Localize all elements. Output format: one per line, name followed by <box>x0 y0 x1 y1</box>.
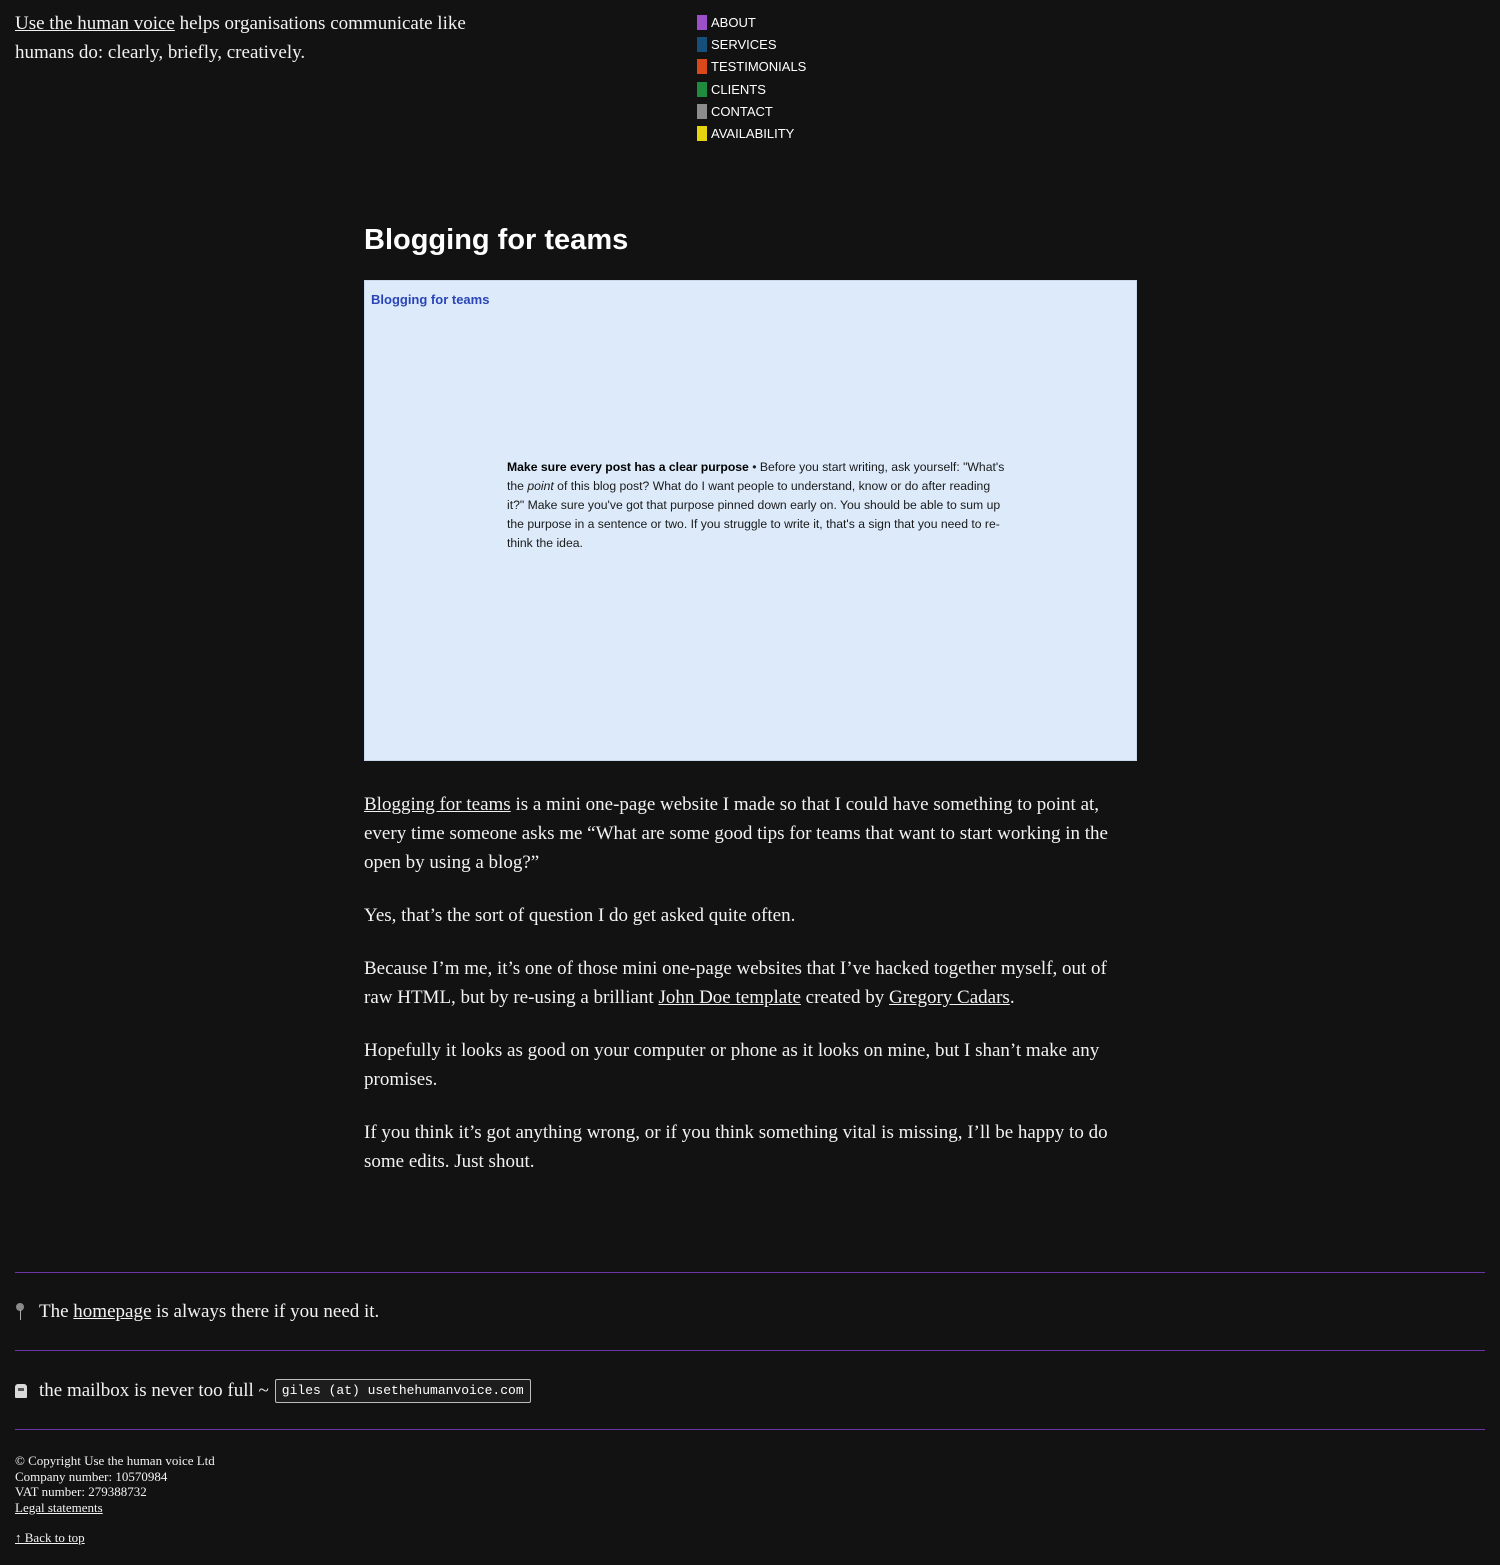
nav-link-availability[interactable]: AVAILABILITY <box>711 126 795 142</box>
john-doe-template-link[interactable]: John Doe template <box>658 987 801 1008</box>
nav-link-clients[interactable]: CLIENTS <box>711 81 766 97</box>
email-address: giles (at) usethehumanvoice.com <box>275 1379 531 1403</box>
nav-swatch <box>697 59 707 74</box>
mailbox-line <box>15 1376 531 1405</box>
paragraph-text: Because I’m me, it’s one of those mini one-page websites that I’ve hacked together myself, out of raw HTML, but by re-using a brilliant <box>364 958 1107 1008</box>
nav-item-testimonials[interactable] <box>697 56 806 78</box>
paragraph-2: Yes, that’s the sort of question I do get asked quite often. <box>364 905 796 926</box>
nav-link-testimonials[interactable]: TESTIMONIALS <box>711 59 807 75</box>
mailbox-icon <box>15 1384 27 1398</box>
divider <box>15 1272 1485 1273</box>
nav-link-services[interactable]: SERVICES <box>711 36 777 52</box>
preview-image <box>364 280 1137 761</box>
article-title: Blogging for teams <box>364 224 629 256</box>
homepage-link[interactable]: homepage <box>73 1301 152 1322</box>
nav-item-about[interactable] <box>697 11 806 33</box>
blogging-for-teams-link[interactable]: Blogging for teams <box>364 794 511 815</box>
nav-item-clients[interactable] <box>697 78 806 100</box>
vat-number: VAT number: 279388732 <box>15 1484 147 1499</box>
homepage-line <box>15 1297 379 1326</box>
mailbox-text: the mailbox is never too full ~ <box>39 1380 269 1401</box>
divider <box>15 1429 1485 1430</box>
homepage-text-rest: is always there if you need it. <box>156 1301 380 1322</box>
nav-item-services[interactable] <box>697 33 806 55</box>
pushpin-icon <box>15 1303 25 1321</box>
homepage-text: The <box>39 1301 69 1322</box>
preview-tip-text: • Before you start writing, ask yourself: "What's the <box>507 460 1005 493</box>
paragraph-text: created by <box>800 987 889 1008</box>
company-number: Company number: 10570984 <box>15 1468 168 1484</box>
paragraph-text: is a mini one-page website I made so that I could have something to point at, every time someone asks me “What are some good tips for teams that want to start working in the open by using a blog?” <box>364 794 1108 873</box>
site-intro <box>15 9 495 67</box>
paragraph-4: Hopefully it looks as good on your computer or phone as it looks on mine, but I shan’t make any promises. <box>364 1040 1100 1090</box>
preview-tip-emphasis: point <box>527 479 554 493</box>
paragraph-1 <box>364 790 1137 877</box>
paragraph-text: . <box>1009 987 1015 1008</box>
nav-swatch <box>697 15 707 30</box>
legal-info <box>15 1453 215 1515</box>
main-nav <box>697 11 806 145</box>
nav-item-contact[interactable] <box>697 100 806 122</box>
gregory-cadars-link[interactable]: Gregory Cadars <box>889 987 1010 1008</box>
divider <box>15 1350 1485 1351</box>
nav-swatch <box>697 82 707 97</box>
paragraph-3 <box>364 954 1137 1012</box>
tagline: helps organisations communicate like humans do: clearly, briefly, creatively. <box>15 13 466 63</box>
preview-tip-heading: Make sure every post has a clear purpose <box>507 460 749 474</box>
back-to-top-link[interactable]: ↑ Back to top <box>15 1530 85 1545</box>
nav-swatch <box>697 104 707 119</box>
brand-link[interactable]: Use the human voice <box>15 13 175 34</box>
copyright: © Copyright Use the human voice Ltd <box>15 1453 215 1468</box>
preview-tip <box>507 458 1007 553</box>
nav-item-availability[interactable] <box>697 122 806 144</box>
nav-link-about[interactable]: ABOUT <box>711 14 756 30</box>
nav-swatch <box>697 126 707 141</box>
preview-title: Blogging for teams <box>371 292 490 307</box>
nav-link-contact[interactable]: CONTACT <box>711 103 773 119</box>
nav-swatch <box>697 37 707 52</box>
article <box>364 220 1137 1172</box>
preview-tip-text-rest: of this blog post? What do I want people to understand, know or do after reading it?" Make sure you've got that purpose pinned down early on. You should be able to sum up the purpose in a sentence or two. If you struggle to write it, that's a sign that you need to re-think the idea. <box>507 479 1001 550</box>
article-body <box>364 790 1137 1200</box>
legal-statements-link[interactable]: Legal statements <box>15 1499 103 1515</box>
paragraph-5: If you think it’s got anything wrong, or if you think something vital is missing, I’ll be happy to do some edits. Just shout. <box>364 1122 1108 1172</box>
